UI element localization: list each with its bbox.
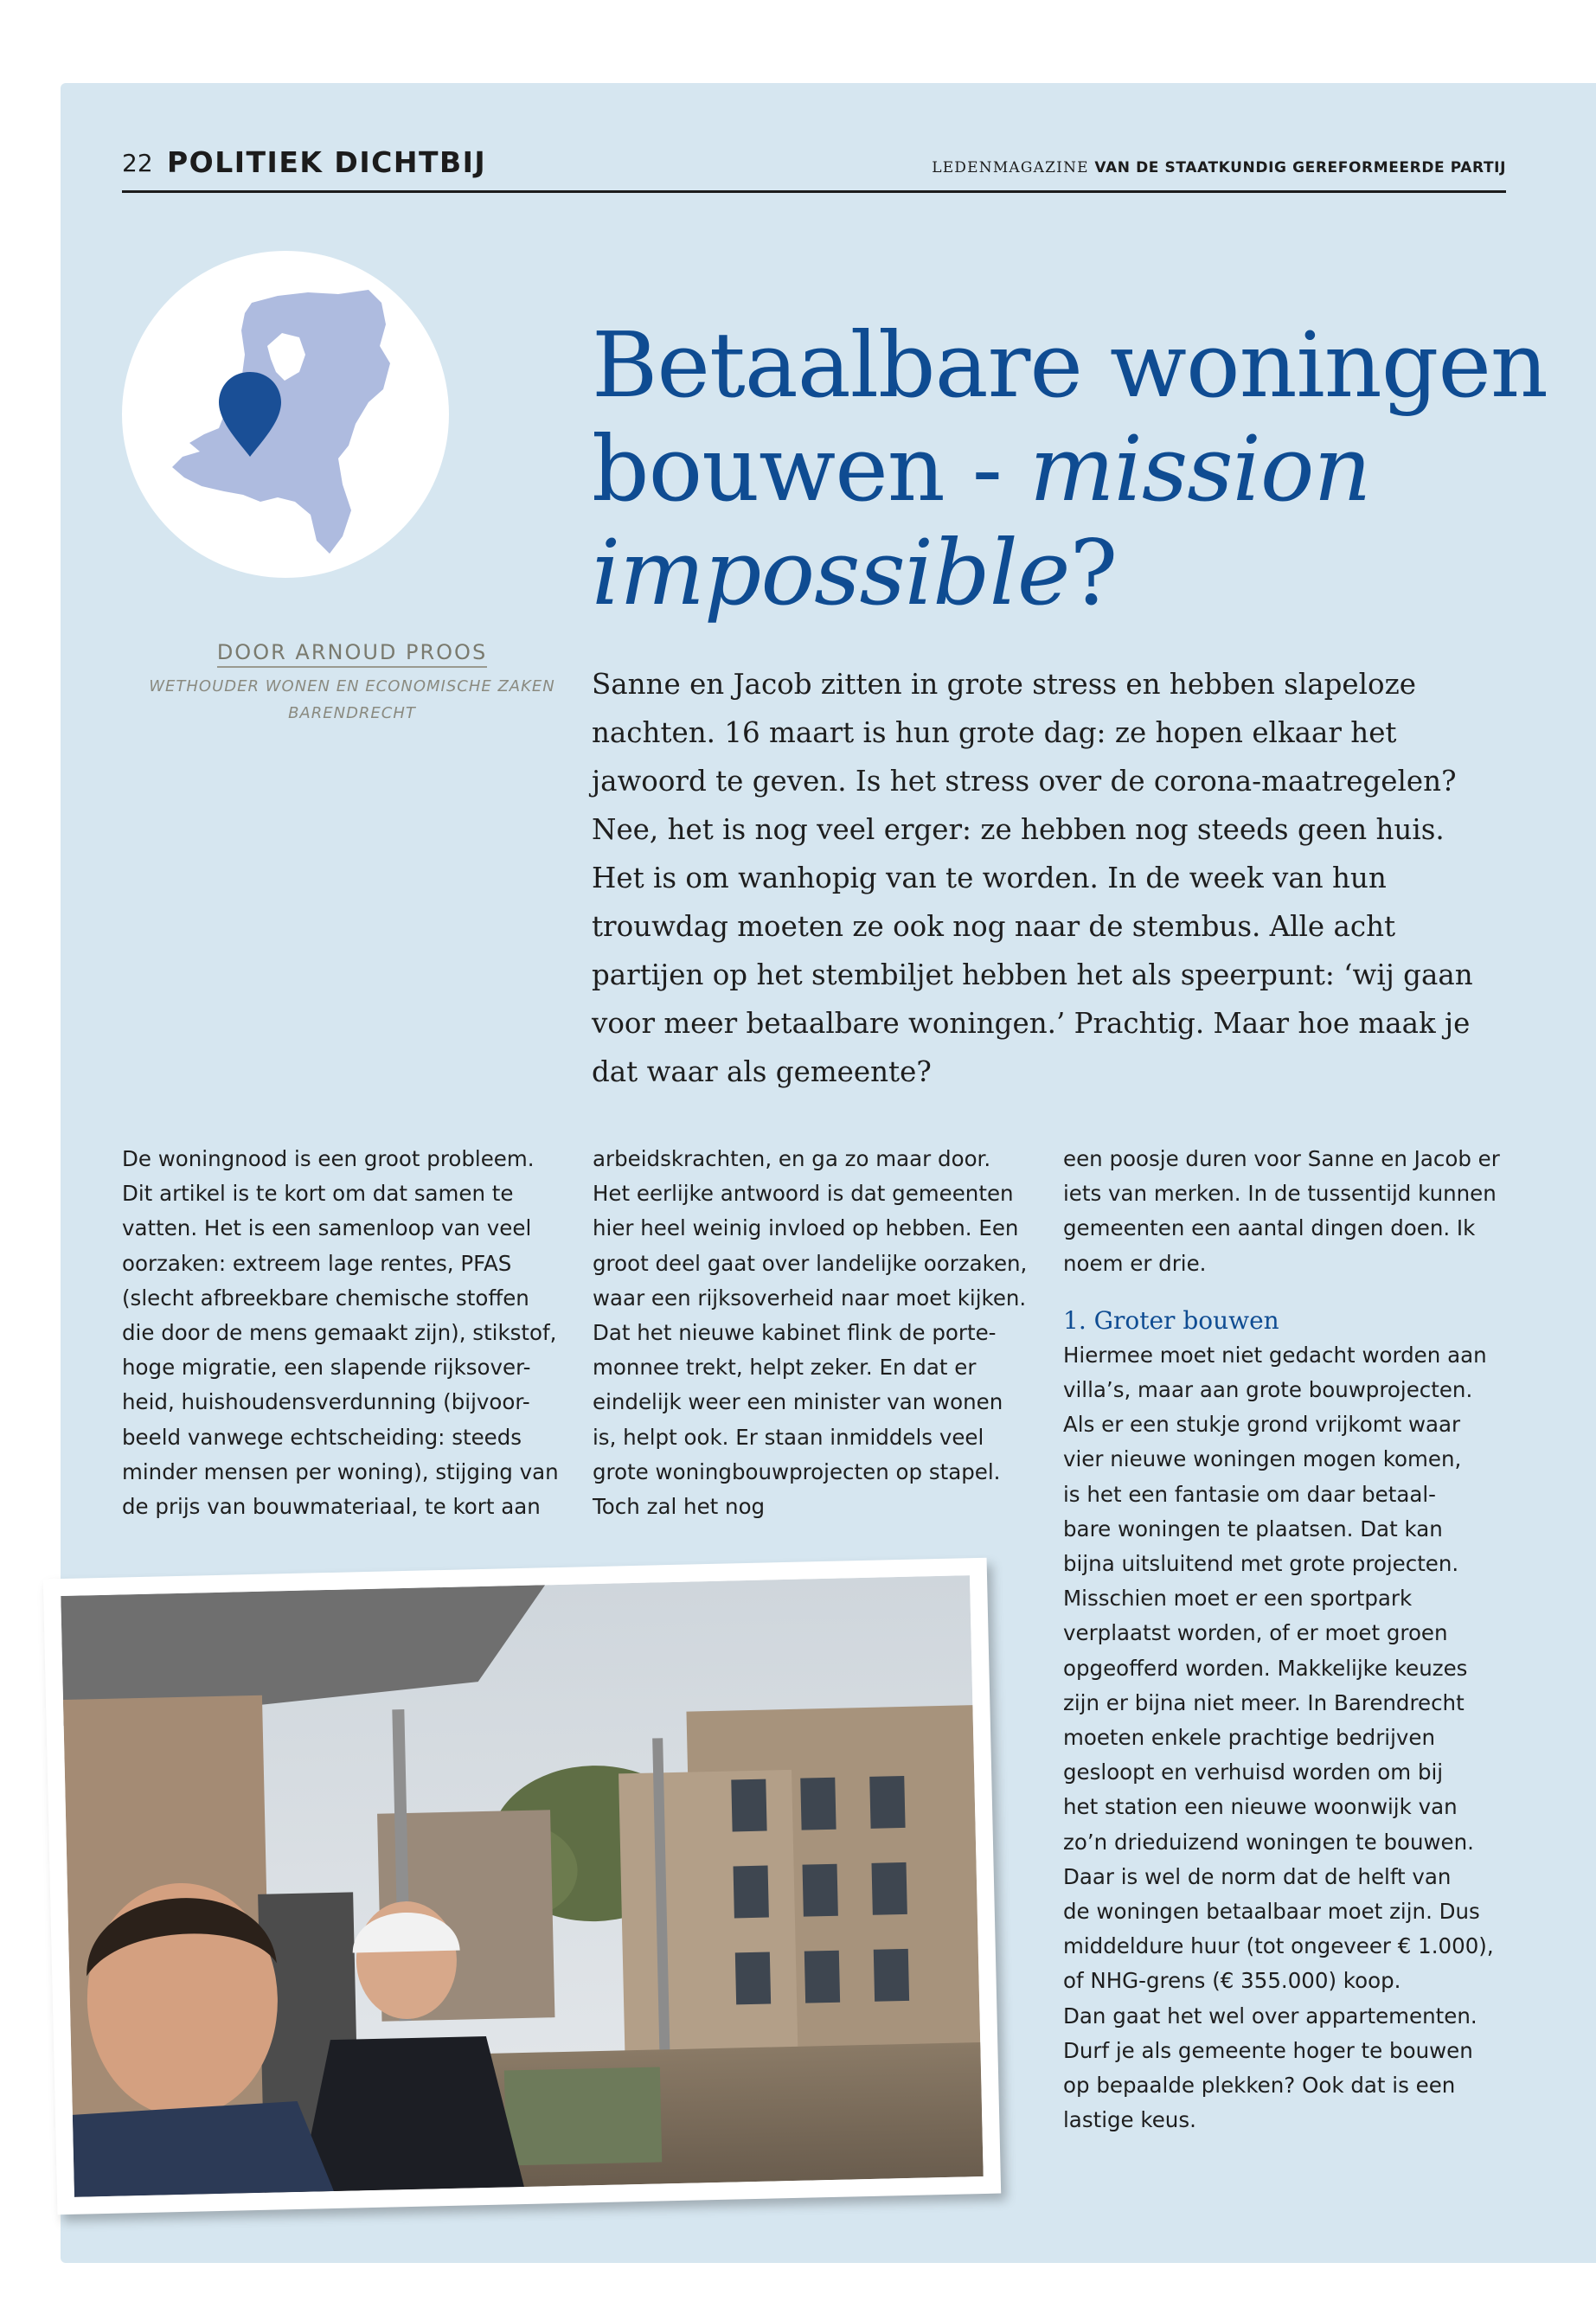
- page-number: 22: [122, 149, 153, 177]
- building-window: [731, 1779, 766, 1832]
- body-line: Toch zal het nog: [593, 1494, 766, 1520]
- building-window: [800, 1778, 836, 1830]
- body-line: gesloopt en verhuisd worden om bij: [1063, 1759, 1444, 1785]
- body-line: groot deel gaat over landelijke oorzaken,: [593, 1250, 1028, 1276]
- body-line: Dan gaat het wel over appartementen.: [1063, 2003, 1477, 2029]
- green-container: [504, 2067, 662, 2165]
- title-italic: impossible: [592, 520, 1070, 625]
- body-line: oorzaken: extreem lage rentes, PFAS: [122, 1250, 512, 1276]
- lead-line: voor meer betaalbare woningen.’ Prachtig. Maar hoe maak je: [592, 1007, 1471, 1040]
- body-line: een poosje duren voor Sanne en Jacob er: [1063, 1146, 1500, 1171]
- magazine-prefix: LEDENMAGAZINE: [932, 159, 1089, 176]
- lead-line: Nee, het is nog veel erger: ze hebben nog steeds geen huis.: [592, 813, 1445, 846]
- lead-line: trouwdag moeten ze ook nog naar de stembus. Alle acht: [592, 910, 1396, 943]
- author-role-line: WETHOUDER WONEN EN ECONOMISCHE ZAKEN: [149, 677, 555, 695]
- body-line: arbeidskrachten, en ga zo maar door.: [593, 1146, 991, 1171]
- person-1-body: [73, 2100, 334, 2197]
- body-line: de woningen betaalbaar moet zijn. Dus: [1063, 1899, 1480, 1925]
- lead-line: jawoord te geven. Is het stress over de corona-maatregelen?: [592, 765, 1457, 798]
- lead-line: nachten. 16 maart is hun grote dag: ze hopen elkaar het: [592, 716, 1397, 749]
- title-text: ?: [1069, 520, 1118, 625]
- body-column-1: [122, 1142, 572, 1524]
- body-line: Het eerlijke antwoord is dat gemeenten: [593, 1181, 1014, 1207]
- magazine-name: [932, 159, 1506, 176]
- lead-line: Sanne en Jacob zitten in grote stress en hebben slapeloze: [592, 668, 1416, 701]
- body-line: vatten. Het is een samenloop van veel: [122, 1215, 532, 1241]
- body-line: (slecht afbreekbare chemische stoffen: [122, 1285, 529, 1311]
- netherlands-map-icon: [122, 251, 449, 578]
- body-line: lastige keus.: [1063, 2107, 1196, 2133]
- body-line: noem er drie.: [1063, 1250, 1207, 1276]
- body-line: Dit artikel is te kort om dat samen te: [122, 1181, 514, 1207]
- page-header: [122, 145, 1506, 193]
- body-line: eindelijk weer een minister van wonen: [593, 1389, 1003, 1415]
- person-2-body: [296, 2035, 524, 2192]
- photo-illustration: [61, 1575, 983, 2197]
- title-italic: mission: [1029, 416, 1371, 522]
- body-line: vier nieuwe woningen mogen komen,: [1063, 1446, 1462, 1472]
- article-title: [592, 313, 1595, 625]
- body-line: waar een rijksoverheid naar moet kijken.: [593, 1285, 1027, 1311]
- netherlands-shape: [172, 290, 390, 554]
- title-text: bouwen -: [592, 416, 1029, 522]
- body-line: opgeofferd worden. Makkelijke keuzes: [1063, 1655, 1468, 1681]
- map-svg: [122, 251, 449, 578]
- lead-line: Het is om wanhopig van te worden. In de week van hun: [592, 862, 1387, 894]
- body-line: Durf je als gemeente hoger te bouwen: [1063, 2037, 1473, 2063]
- body-line: beeld vanwege echtscheiding: steeds: [122, 1424, 522, 1450]
- body-line: minder mensen per woning), stijging van: [122, 1458, 559, 1484]
- body-column-3: [1063, 1142, 1513, 2138]
- magazine-party: VAN DE STAATKUNDIG GEREFORMEERDE PARTIJ: [1094, 159, 1506, 176]
- body-line: monnee trekt, helpt zeker. En dat er: [593, 1355, 977, 1381]
- body-line: Misschien moet er een sportpark: [1063, 1586, 1413, 1612]
- author-role: [122, 673, 582, 727]
- body-line: heid, huishoudensverdunning (bijvoor-: [122, 1389, 530, 1415]
- body-line: is, helpt ook. Er staan inmiddels veel: [593, 1424, 984, 1450]
- building-window: [804, 1951, 840, 2003]
- body-line: zijn er bijna niet meer. In Barendrecht: [1063, 1689, 1465, 1715]
- body-line: moeten enkele prachtige bedrijven: [1063, 1725, 1436, 1751]
- title-line-1: Betaalbare woningen: [592, 312, 1548, 418]
- building-window: [735, 1952, 771, 2005]
- construction-site-photo: [43, 1558, 1001, 2215]
- body-line: of NHG-grens (€ 355.000) koop.: [1063, 1968, 1401, 1994]
- body-line: hoge migratie, een slapende rijksover-: [122, 1355, 531, 1381]
- building-window: [734, 1866, 769, 1919]
- body-line: hier heel weinig invloed op hebben. Een: [593, 1215, 1019, 1241]
- body-line: de prijs van bouwmateriaal, te kort aan: [122, 1494, 541, 1520]
- building-window: [871, 1862, 907, 1915]
- body-line: Hiermee moet niet gedacht worden aan: [1063, 1342, 1487, 1368]
- author-name: DOOR ARNOUD PROOS: [217, 640, 487, 668]
- body-line: het station een nieuwe woonwijk van: [1063, 1794, 1458, 1820]
- body-line: zo’n drieduizend woningen te bouwen.: [1063, 1829, 1474, 1855]
- title-line-3: [592, 521, 1595, 625]
- building-window: [869, 1776, 905, 1829]
- body-line: gemeenten een aantal dingen doen. Ik: [1063, 1215, 1476, 1241]
- body-column-2: [593, 1142, 1042, 1524]
- body-line: villa’s, maar aan grote bouwprojecten.: [1063, 1377, 1473, 1403]
- body-line: grote woningbouwprojecten op stapel.: [593, 1458, 1001, 1484]
- body-line: Als er een stukje grond vrijkomt waar: [1063, 1412, 1461, 1438]
- body-line: De woningnood is een groot probleem.: [122, 1146, 535, 1171]
- section-subheading: 1. Groter bouwen: [1063, 1305, 1279, 1335]
- body-line: Daar is wel de norm dat de helft van: [1063, 1863, 1452, 1889]
- body-line: op bepaalde plekken? Ook dat is een: [1063, 2073, 1456, 2099]
- body-line: bare woningen te plaatsen. Dat kan: [1063, 1516, 1443, 1541]
- section-title: POLITIEK DICHTBIJ: [167, 145, 487, 179]
- title-line-2: [592, 417, 1595, 521]
- body-line: bijna uitsluitend met grote projecten.: [1063, 1551, 1459, 1577]
- lead-line: dat waar als gemeente?: [592, 1055, 932, 1088]
- body-line: die door de mens gemaakt zijn), stikstof,: [122, 1320, 557, 1346]
- body-line: middeldure huur (tot ongeveer € 1.000),: [1063, 1933, 1494, 1959]
- author-byline: [122, 640, 582, 727]
- body-line: Dat het nieuwe kabinet flink de porte-: [593, 1320, 997, 1346]
- body-line: is het een fantasie om daar betaal-: [1063, 1481, 1437, 1507]
- building-window: [874, 1949, 909, 2002]
- body-line: verplaatst worden, of er moet groen: [1063, 1620, 1448, 1646]
- building-window: [803, 1864, 838, 1917]
- lead-paragraph: [592, 660, 1526, 1096]
- author-role-line: BARENDRECHT: [288, 704, 416, 722]
- lead-line: partijen op het stembiljet hebben het als speerpunt: ‘wij gaan: [592, 958, 1473, 991]
- body-line: iets van merken. In de tussentijd kunnen: [1063, 1181, 1497, 1207]
